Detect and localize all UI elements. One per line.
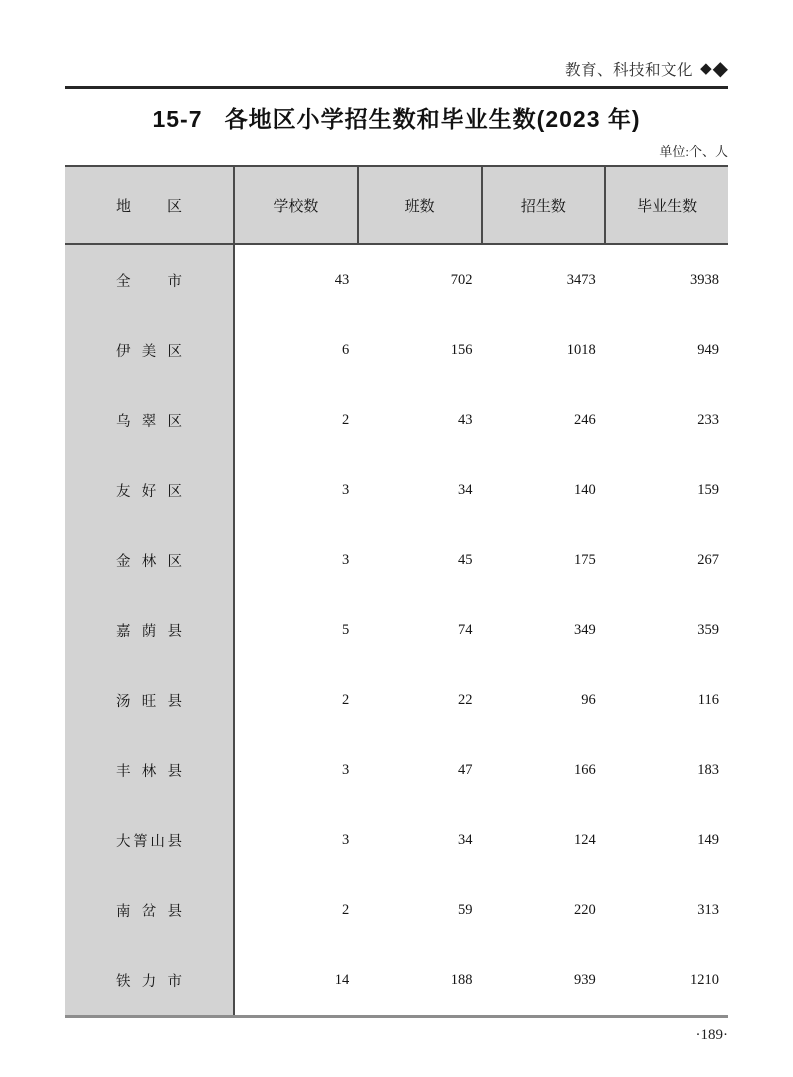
- graduates-value-cell: 359: [697, 621, 719, 638]
- table-row: [65, 875, 728, 945]
- region-label: 全 市: [116, 273, 182, 290]
- schools-value-cell: 14: [334, 971, 350, 988]
- enrollment-value-cell: 220: [574, 901, 596, 918]
- region-label: 金 林 区: [116, 553, 182, 570]
- enrollment-value-cell: 3473: [566, 271, 596, 288]
- schools-value-cell: 6: [342, 341, 350, 358]
- classes-value-cell: 34: [458, 481, 473, 498]
- schools-value-cell: 2: [342, 691, 350, 708]
- table-row: [65, 805, 728, 875]
- schools-value-cell: 43: [334, 271, 350, 288]
- region-label: 友 好 区: [116, 483, 182, 500]
- enrollment-value-cell: 246: [574, 411, 596, 428]
- region-cell: [65, 735, 235, 805]
- schools-value-cell: 2: [342, 411, 350, 428]
- enrollment-value-cell: 175: [574, 551, 596, 568]
- region-label: 嘉 荫 县: [116, 623, 182, 640]
- region-cell: [65, 945, 235, 1015]
- region-label: 铁 力 市: [116, 973, 182, 990]
- graduates-value-cell: 116: [697, 691, 719, 708]
- classes-value-cell: 74: [458, 621, 473, 638]
- classes-value-cell: 22: [458, 691, 473, 708]
- classes-value-cell: 156: [450, 341, 473, 358]
- classes-value-cell: 47: [458, 761, 473, 778]
- region-cell: [65, 315, 235, 385]
- classes-value-cell: 45: [458, 551, 473, 568]
- page-title: 15-7 各地区小学招生数和毕业生数(2023 年): [152, 106, 641, 132]
- column-header-region: [65, 167, 235, 243]
- column-header-graduates: 毕业生数: [604, 167, 728, 243]
- schools-value-cell: 3: [342, 761, 350, 778]
- table-row: [65, 735, 728, 805]
- header-rule: [65, 86, 728, 89]
- classes-value-cell: 59: [458, 901, 473, 918]
- enrollment-value-cell: 939: [574, 971, 596, 988]
- table-row: [65, 245, 728, 315]
- section-label: 教育、科技和文化: [565, 62, 694, 79]
- graduates-value-cell: 149: [697, 831, 719, 848]
- enrollment-value-cell: 96: [581, 691, 596, 708]
- region-cell: [65, 665, 235, 735]
- column-header-region-label: 地 区: [116, 198, 182, 215]
- region-cell: [65, 595, 235, 665]
- region-cell: [65, 525, 235, 595]
- classes-value-cell: 702: [450, 271, 473, 288]
- table-row: [65, 455, 728, 525]
- graduates-value-cell: 1210: [690, 971, 719, 988]
- region-cell: [65, 245, 235, 315]
- schools-value-cell: 2: [342, 901, 350, 918]
- table-row: [65, 665, 728, 735]
- diamond-small-icon: ◆: [700, 60, 712, 77]
- schools-value-cell: 3: [342, 551, 350, 568]
- schools-value-cell: 5: [342, 621, 350, 638]
- region-label: 大箐山县: [116, 833, 182, 850]
- classes-value-cell: 43: [458, 411, 473, 428]
- unit-note: 单位:个、人: [659, 144, 728, 159]
- stats-table: [65, 165, 728, 1018]
- schools-value-cell: 3: [342, 831, 350, 848]
- enrollment-value-cell: 166: [574, 761, 596, 778]
- table-body: [65, 245, 728, 1015]
- classes-value-cell: 188: [450, 971, 473, 988]
- column-header-enrollment: 招生数: [481, 167, 605, 243]
- region-cell: [65, 455, 235, 525]
- table-header-row: [65, 167, 728, 245]
- region-label: 乌 翠 区: [116, 413, 182, 430]
- region-label: 汤 旺 县: [116, 693, 182, 710]
- graduates-value-cell: 159: [697, 481, 719, 498]
- enrollment-value-cell: 1018: [566, 341, 596, 358]
- region-cell: [65, 805, 235, 875]
- region-label: 伊 美 区: [116, 343, 182, 360]
- region-label: 丰 林 县: [116, 763, 182, 780]
- graduates-value-cell: 183: [697, 761, 719, 778]
- table-row: [65, 945, 728, 1015]
- classes-value-cell: 34: [458, 831, 473, 848]
- region-label: 南 岔 县: [116, 903, 182, 920]
- table-row: [65, 315, 728, 385]
- graduates-value-cell: 949: [697, 341, 719, 358]
- enrollment-value-cell: 140: [574, 481, 596, 498]
- column-header-schools: 学校数: [273, 198, 319, 215]
- graduates-value-cell: 233: [697, 411, 719, 428]
- page-number: ·189·: [695, 1027, 728, 1043]
- diamond-large-icon: ◆: [712, 58, 728, 80]
- diamond-icons: [700, 59, 728, 79]
- graduates-value-cell: 3938: [690, 271, 719, 288]
- column-header-classes: 班数: [357, 167, 481, 243]
- enrollment-value-cell: 124: [574, 831, 596, 848]
- table-row: [65, 385, 728, 455]
- table-row: [65, 525, 728, 595]
- running-head: [65, 56, 728, 82]
- enrollment-value-cell: 349: [574, 621, 596, 638]
- schools-value-cell: 3: [342, 481, 350, 498]
- table-row: [65, 595, 728, 665]
- graduates-value-cell: 313: [697, 901, 719, 918]
- region-cell: [65, 385, 235, 455]
- region-cell: [65, 875, 235, 945]
- graduates-value-cell: 267: [697, 551, 719, 568]
